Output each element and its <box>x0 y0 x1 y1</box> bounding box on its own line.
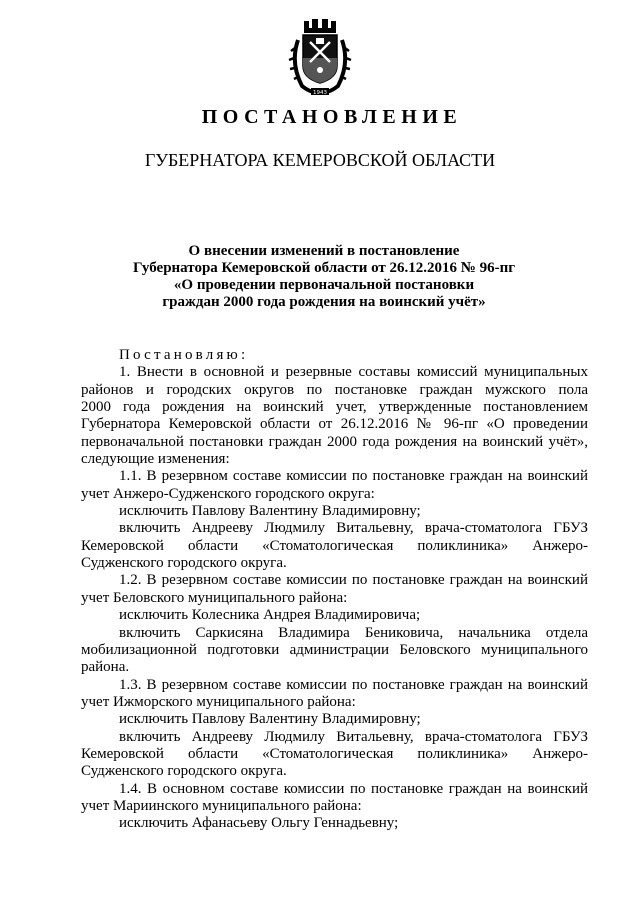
document-title: ПОСТАНОВЛЕНИЕ <box>201 106 463 128</box>
body-line: Кемеровской области «Стоматологическая поликлиника» Анжеро- <box>81 745 588 762</box>
subject-line: граждан 2000 года рождения на воинский учёт» <box>162 294 486 310</box>
body-line: Судженского городского округа. <box>81 763 287 780</box>
body-line: 1.1. В резервном составе комиссии по постановке граждан на воинский <box>119 468 588 485</box>
body-line: 1. Внести в основной и резервные составы комиссий муниципальных <box>119 364 588 381</box>
body-line: исключить Павлову Валентину Владимировну; <box>119 711 421 728</box>
body-line: включить Андрееву Людмилу Витальевну, врача-стоматолога ГБУЗ <box>119 520 588 537</box>
body-line: 1.2. В резервном составе комиссии по постановке граждан на воинский <box>119 572 588 589</box>
body-line: учет Ижморского муниципального района: <box>81 693 356 710</box>
subject-line: Губернатора Кемеровской области от 26.12.2016 № 96-пг <box>132 260 516 276</box>
body-line: районов и городских округов по постановке граждан мужского пола <box>81 381 588 398</box>
body-line: 2000 года рождения на воинский учет, утвержденные постановлением <box>81 399 588 416</box>
emblem-ribbon-date: 1943 <box>313 90 327 96</box>
subject-line: О внесении изменений в постановление <box>188 243 460 259</box>
document-subject <box>84 243 564 311</box>
subject-line: «О проведении первоначальной постановки <box>173 277 475 293</box>
kemerovo-coat-of-arms-icon <box>288 18 352 98</box>
body-line: учет Анжеро-Судженского городского округа: <box>81 485 375 502</box>
body-line: включить Саркисяна Владимира Бениковича, начальника отдела <box>119 624 588 641</box>
document-issuer: ГУБЕРНАТОРА КЕМЕРОВСКОЙ ОБЛАСТИ <box>144 150 496 170</box>
body-line: исключить Павлову Валентину Владимировну; <box>119 503 421 520</box>
body-line: 1.4. В основном составе комиссии по постановке граждан на воинский <box>119 780 588 797</box>
body-line: учет Беловского муниципального района: <box>81 589 348 606</box>
body-line: 1.3. В резервном составе комиссии по постановке граждан на воинский <box>119 676 588 693</box>
body-line: учет Мариинского муниципального района: <box>81 797 362 814</box>
body-line: первоначальной постановки граждан 2000 года рождения на воинский учёт», <box>81 433 588 450</box>
resolution-verb: Постановляю: <box>119 347 249 363</box>
body-line: исключить Колесника Андрея Владимировича; <box>119 607 421 624</box>
body-line: Судженского городского округа. <box>81 555 287 572</box>
body-line: мобилизационной подготовки администрации Беловского муниципального <box>81 641 588 658</box>
body-line: района. <box>81 659 130 676</box>
body-line: включить Андрееву Людмилу Витальевну, врача-стоматолога ГБУЗ <box>119 728 588 745</box>
document-body <box>81 347 588 833</box>
body-line: следующие изменения: <box>81 451 230 468</box>
body-line: Кемеровской области «Стоматологическая поликлиника» Анжеро- <box>81 537 588 554</box>
body-line: Губернатора Кемеровской области от 26.12.2016 № 96-пг «О проведении <box>81 416 588 433</box>
body-line: исключить Афанасьеву Ольгу Геннадьевну; <box>119 815 399 832</box>
